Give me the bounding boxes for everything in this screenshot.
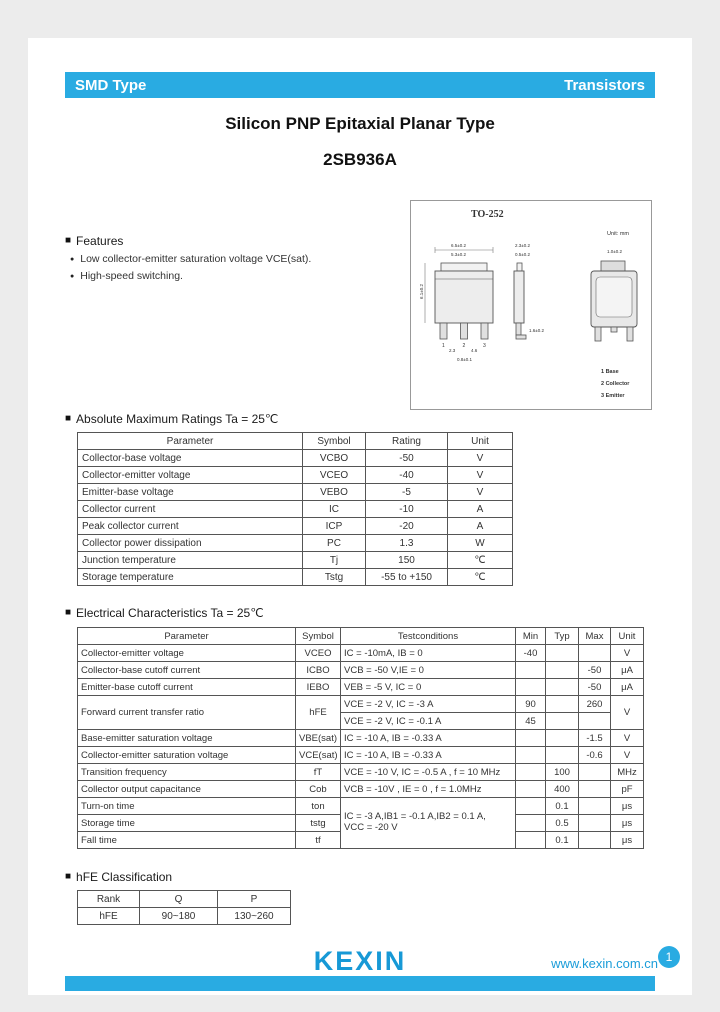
unit-cell: μs: [611, 798, 644, 815]
param-cell: Collector power dissipation: [78, 535, 303, 552]
symbol-cell: ton: [296, 798, 341, 815]
dim-label: 2.3: [449, 348, 456, 353]
dim-label: 1.6±0.2: [529, 328, 544, 333]
param-cell: Collector-base voltage: [78, 450, 303, 467]
param-cell: Collector output capacitance: [78, 781, 296, 798]
rating-cell: 150: [366, 552, 448, 569]
header-cell: Rating: [366, 433, 448, 450]
rank-q-cell: 90~180: [140, 908, 218, 925]
symbol-cell: IEBO: [296, 679, 341, 696]
table-row: [78, 730, 644, 747]
unit-cell: V: [448, 467, 513, 484]
table-row: [78, 501, 513, 518]
param-cell: Emitter-base voltage: [78, 484, 303, 501]
symbol-cell: Tstg: [303, 569, 366, 586]
max-cell: [579, 798, 611, 815]
typ-cell: 400: [546, 781, 579, 798]
typ-cell: [546, 696, 579, 713]
symbol-cell: hFE: [296, 696, 341, 730]
dim-label: 0.8±0.1: [457, 357, 472, 362]
pin-legend-collector: 2 Collector: [601, 381, 630, 387]
cond-cell: IC = -10 A, IB = -0.33 A: [341, 747, 516, 764]
cond-cell: VCB = -10V , IE = 0 , f = 1.0MHz: [341, 781, 516, 798]
package-outline-svg: [411, 201, 649, 407]
table-row: [78, 569, 513, 586]
cond-cell: VCB = -50 V,IE = 0: [341, 662, 516, 679]
param-cell: Collector-emitter voltage: [78, 645, 296, 662]
max-cell: -0.6: [579, 747, 611, 764]
feature-item: [70, 253, 311, 265]
kexin-logo: KEXIN: [313, 946, 407, 976]
part-number: 2SB936A: [323, 150, 397, 169]
pin-legend-emitter: 3 Emitter: [601, 393, 625, 399]
table-row: [78, 535, 513, 552]
symbol-cell: tf: [296, 832, 341, 849]
unit-cell: μs: [611, 832, 644, 849]
bottom-bar: [65, 976, 655, 991]
bullet-icon: ●: [70, 255, 75, 263]
table-row: [78, 747, 644, 764]
max-cell: -1.5: [579, 730, 611, 747]
symbol-cell: VCEO: [303, 467, 366, 484]
header-cell: Symbol: [296, 628, 341, 645]
typ-cell: 0.1: [546, 798, 579, 815]
typ-cell: [546, 747, 579, 764]
symbol-cell: VCE(sat): [296, 747, 341, 764]
typ-cell: [546, 662, 579, 679]
unit-cell: μA: [611, 679, 644, 696]
param-cell: Collector current: [78, 501, 303, 518]
section-marker-icon: ■: [65, 607, 72, 618]
param-cell: Base-emitter saturation voltage: [78, 730, 296, 747]
elec-table: [77, 627, 644, 849]
typ-cell: 100: [546, 764, 579, 781]
header-cell: Testconditions: [341, 628, 516, 645]
max-cell: -50: [579, 679, 611, 696]
elec-heading: [65, 606, 264, 620]
rank-p-cell: 130~260: [218, 908, 291, 925]
max-cell: [579, 815, 611, 832]
header-cell: Unit: [448, 433, 513, 450]
page-title: Silicon PNP Epitaxial Planar Type: [225, 114, 495, 133]
dim-label: 1.0±0.2: [607, 249, 622, 254]
param-cell: Collector-base cutoff current: [78, 662, 296, 679]
min-cell: [516, 781, 546, 798]
max-cell: -50: [579, 662, 611, 679]
section-marker-icon: ■: [65, 235, 72, 246]
table-row: [78, 552, 513, 569]
param-cell: Fall time: [78, 832, 296, 849]
param-cell: Storage time: [78, 815, 296, 832]
unit-cell: A: [448, 501, 513, 518]
table-row: [78, 518, 513, 535]
param-cell: Peak collector current: [78, 518, 303, 535]
min-cell: [516, 798, 546, 815]
typ-cell: [546, 645, 579, 662]
cond-cell: VCE = -2 V, IC = -0.1 A: [341, 713, 516, 730]
table-row: [78, 679, 644, 696]
param-cell: Emitter-base cutoff current: [78, 679, 296, 696]
dim-label: 5.3±0.2: [451, 252, 466, 257]
dim-label: 6.5±0.2: [451, 243, 466, 248]
param-cell: Forward current transfer ratio: [78, 696, 296, 730]
header-cell: Parameter: [78, 628, 296, 645]
header-cell: Parameter: [78, 433, 303, 450]
max-cell: [579, 645, 611, 662]
rating-cell: -20: [366, 518, 448, 535]
typ-cell: [546, 679, 579, 696]
symbol-cell: Tj: [303, 552, 366, 569]
unit-cell: V: [611, 730, 644, 747]
absmax-table: [77, 432, 513, 586]
unit-cell: V: [611, 696, 644, 730]
param-cell: Storage temperature: [78, 569, 303, 586]
unit-cell: A: [448, 518, 513, 535]
unit-cell: V: [611, 747, 644, 764]
rating-cell: -40: [366, 467, 448, 484]
unit-cell: μA: [611, 662, 644, 679]
table-row: [78, 450, 513, 467]
param-cell: Transition frequency: [78, 764, 296, 781]
table-row: [78, 908, 291, 925]
min-cell: [516, 832, 546, 849]
feature-text: High-speed switching.: [80, 270, 183, 282]
symbol-cell: VEBO: [303, 484, 366, 501]
rank-cell: hFE: [78, 908, 140, 925]
symbol-cell: tstg: [296, 815, 341, 832]
unit-cell: V: [448, 484, 513, 501]
table-header-row: [78, 433, 513, 450]
banner-left-label: SMD Type: [75, 76, 147, 94]
table-header-row: [78, 628, 644, 645]
section-marker-icon: ■: [65, 413, 72, 424]
rating-cell: -50: [366, 450, 448, 467]
min-cell: [516, 662, 546, 679]
max-cell: [579, 713, 611, 730]
min-cell: [516, 815, 546, 832]
param-cell: Junction temperature: [78, 552, 303, 569]
min-cell: 90: [516, 696, 546, 713]
datasheet-page: [28, 38, 692, 995]
header-cell: Typ: [546, 628, 579, 645]
unit-cell: W: [448, 535, 513, 552]
unit-cell: V: [448, 450, 513, 467]
max-cell: 260: [579, 696, 611, 713]
typ-cell: 0.1: [546, 832, 579, 849]
header-cell: Rank: [78, 891, 140, 908]
website-link[interactable]: www.kexin.com.cn: [551, 956, 658, 971]
table-row: [78, 467, 513, 484]
rating-cell: -55 to +150: [366, 569, 448, 586]
absmax-heading-label: Absolute Maximum Ratings Ta = 25℃: [76, 412, 279, 426]
absmax-heading: [65, 412, 278, 426]
dim-label: 6.1±0.2: [419, 284, 424, 299]
header-cell: P: [218, 891, 291, 908]
min-cell: [516, 747, 546, 764]
symbol-cell: VBE(sat): [296, 730, 341, 747]
pin-number-label: 2: [462, 343, 466, 349]
symbol-cell: VCBO: [303, 450, 366, 467]
min-cell: [516, 730, 546, 747]
banner-right-label: Transistors: [564, 76, 645, 94]
dim-label: 0.5±0.2: [515, 252, 530, 257]
cond-cell: VCE = -10 V, IC = -0.5 A , f = 10 MHz: [341, 764, 516, 781]
pin-legend-base: 1 Base: [601, 369, 619, 375]
hfe-heading-label: hFE Classification: [76, 870, 173, 884]
unit-cell: ℃: [448, 552, 513, 569]
header-cell: Symbol: [303, 433, 366, 450]
features-heading-label: Features: [76, 234, 124, 248]
package-drawing-box: [410, 200, 652, 410]
min-cell: [516, 679, 546, 696]
dim-label: 4.6: [471, 348, 478, 353]
elec-heading-label: Electrical Characteristics Ta = 25℃: [76, 606, 264, 620]
rating-cell: 1.3: [366, 535, 448, 552]
min-cell: 45: [516, 713, 546, 730]
cond-cell: IC = -10mA, IB = 0: [341, 645, 516, 662]
max-cell: [579, 832, 611, 849]
param-cell: Turn-on time: [78, 798, 296, 815]
bullet-icon: ●: [70, 272, 75, 280]
cond-line: IC = -3 A,IB1 = -0.1 A,IB2 = 0.1 A,: [344, 811, 486, 823]
feature-item: [70, 270, 183, 282]
package-name-label: TO-252: [471, 209, 504, 220]
max-cell: [579, 781, 611, 798]
symbol-cell: Cob: [296, 781, 341, 798]
param-cell: Collector-emitter voltage: [78, 467, 303, 484]
cond-cell: IC = -10 A, IB = -0.33 A: [341, 730, 516, 747]
unit-note-label: Unit: mm: [607, 231, 629, 237]
symbol-cell: IC: [303, 501, 366, 518]
unit-cell: pF: [611, 781, 644, 798]
dim-label: 2.3±0.2: [515, 243, 530, 248]
pin-number-label: 1: [442, 343, 445, 349]
header-cell: Q: [140, 891, 218, 908]
header-cell: Min: [516, 628, 546, 645]
feature-text: Low collector-emitter saturation voltage VCE(sat).: [80, 253, 312, 265]
max-cell: [579, 764, 611, 781]
cond-cell: VEB = -5 V, IC = 0: [341, 679, 516, 696]
header-cell: Unit: [611, 628, 644, 645]
typ-cell: [546, 730, 579, 747]
hfe-heading: [65, 870, 172, 884]
table-row: [78, 781, 644, 798]
unit-cell: V: [611, 645, 644, 662]
unit-cell: MHz: [611, 764, 644, 781]
table-row: [78, 696, 644, 713]
cond-cell: [341, 798, 516, 849]
symbol-cell: ICBO: [296, 662, 341, 679]
table-row: [78, 764, 644, 781]
min-cell: [516, 764, 546, 781]
min-cell: -40: [516, 645, 546, 662]
section-marker-icon: ■: [65, 871, 72, 882]
symbol-cell: VCEO: [296, 645, 341, 662]
unit-cell: μs: [611, 815, 644, 832]
typ-cell: 0.5: [546, 815, 579, 832]
symbol-cell: fT: [296, 764, 341, 781]
hfe-table: [77, 890, 291, 925]
unit-cell: ℃: [448, 569, 513, 586]
page-number-badge: 1: [658, 946, 680, 968]
table-row: [78, 484, 513, 501]
pin-number-label: 3: [483, 343, 486, 349]
symbol-cell: PC: [303, 535, 366, 552]
cond-line: VCC = -20 V: [344, 822, 398, 833]
top-banner: [65, 72, 655, 98]
param-cell: Collector-emitter saturation voltage: [78, 747, 296, 764]
cond-cell: VCE = -2 V, IC = -3 A: [341, 696, 516, 713]
header-cell: Max: [579, 628, 611, 645]
table-row: [78, 662, 644, 679]
rating-cell: -10: [366, 501, 448, 518]
rating-cell: -5: [366, 484, 448, 501]
table-row: [78, 798, 644, 815]
table-row: [78, 645, 644, 662]
table-header-row: [78, 891, 291, 908]
symbol-cell: ICP: [303, 518, 366, 535]
typ-cell: [546, 713, 579, 730]
features-heading: [65, 234, 123, 248]
